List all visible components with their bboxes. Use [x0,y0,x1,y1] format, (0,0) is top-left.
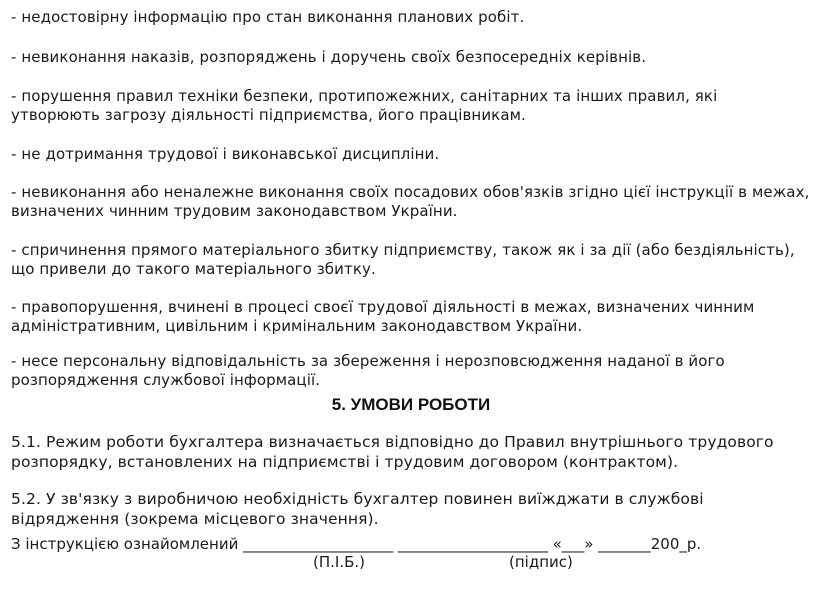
signature-line: З інструкцією ознайомлений ____________________ ____________________ «___» _______200_р. [11,535,702,553]
signature-caption: (підпис) [509,553,573,571]
list-item: - порушення правил техніки безпеки, протипожежних, санітарних та інших правил, які утворюють загрозу діяльності підприємства, його працівникам. [11,87,718,124]
list-item: - невиконання наказів, розпоряджень і доручень своїх безпосередніх керівнів. [11,48,647,66]
list-item: - спричинення прямого матеріального збитку підприємству, також як і за дії (або бездіяльність), що привели до такого матеріального збитку. [11,241,795,278]
section-title: 5. УМОВИ РОБОТИ [331,395,491,414]
list-item: - несе персональну відповідальність за збереження і нерозповсюдження наданої в його розпорядження службової інформації. [11,352,725,389]
clause-paragraph: 5.1. Режим роботи бухгалтера визначається відповідно до Правил внутрішнього трудового розпорядку, встановлених на підприємстві і трудовим договором (контрактом). [11,433,774,471]
clause-paragraph: 5.2. У зв'язку з виробничою необхідність бухгалтер повинен виїжджати в службові відрядження (зокрема місцевого значення). [11,490,704,528]
list-item: - невиконання або неналежне виконання своїх посадових обов'язків згідно цієї інструкції в межах, визначених чинним трудовим законодавством України. [11,183,810,220]
list-item: - не дотримання трудової і виконавської дисципліни. [11,145,440,163]
list-item: - правопорушення, вчинені в процесі своєї трудової діяльності в межах, визначених чинним адміністративним, цивільним і кримінальним законодавством України. [11,298,755,335]
list-item: - недостовірну інформацію про стан виконання планових робіт. [11,8,525,26]
name-caption: (П.І.Б.) [313,553,366,571]
